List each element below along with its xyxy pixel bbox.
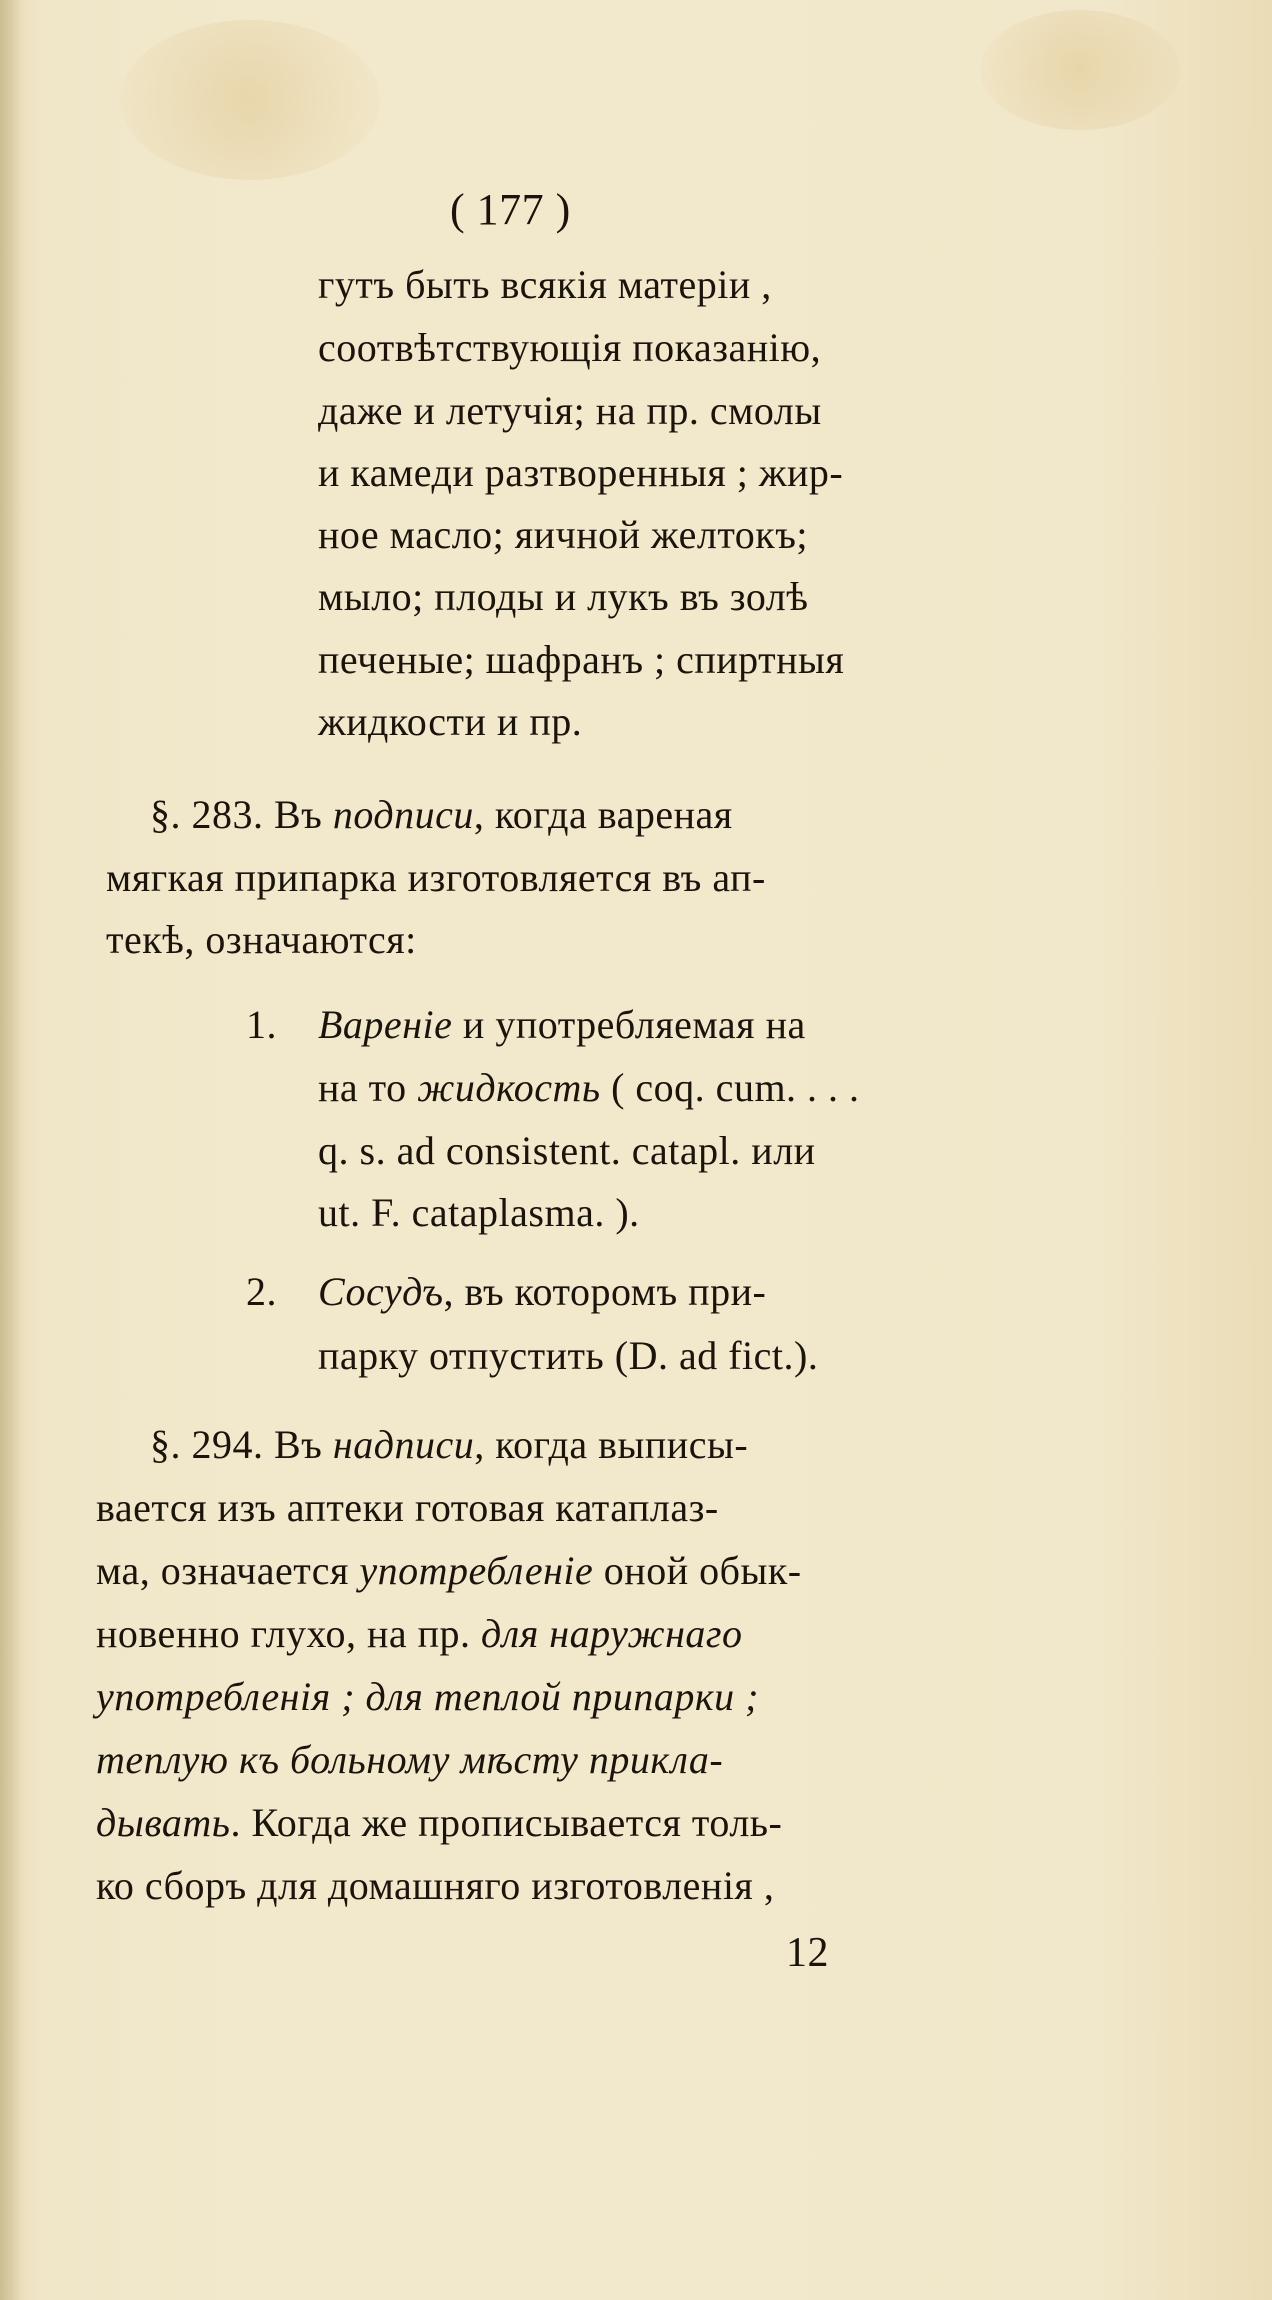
text-line: дывать. Когда же прописывается толь-: [96, 1800, 783, 1845]
section-283-line: §. 283. Въ подписи, когда вареная: [150, 792, 733, 837]
section-294-line: §. 294. Въ надписи, когда выписы-: [150, 1422, 749, 1467]
text-line: мягкая припарка изготовляется въ ап-: [106, 855, 766, 900]
text-line: текѣ, означаются:: [106, 917, 417, 962]
list-item-line: q. s. ad consistent. catapl. или: [318, 1128, 816, 1173]
text-line: и камеди разтворенныя ; жир-: [318, 450, 844, 495]
list-number: 2.: [246, 1269, 277, 1314]
text-line: ное масло; яичной желтокъ;: [318, 512, 809, 557]
text-line: употребленія ; для теплой припарки ;: [96, 1674, 759, 1719]
text-line: гутъ быть всякія матеріи ,: [318, 262, 772, 307]
text-line: печеные; шафранъ ; спиртныя: [318, 637, 845, 682]
text-line: ма, означается употребленіе оной обык-: [96, 1548, 802, 1593]
list-item-line: парку отпустить (D. ad fict.).: [318, 1333, 819, 1378]
list-item-line: Сосудъ, въ которомъ при-: [318, 1269, 767, 1314]
text-line: жидкости и пр.: [318, 699, 583, 744]
page-edge-shadow: [0, 0, 22, 2300]
list-item-line: Вареніе и употребляемая на: [318, 1002, 806, 1047]
text-line: теплую къ больному мѣсту прикла-: [96, 1737, 724, 1782]
text-line: новенно глухо, на пр. для наружнаго: [96, 1611, 743, 1656]
list-item-line: ut. F. cataplasma. ).: [318, 1190, 640, 1235]
text-line: вается изъ аптеки готовая катаплаз-: [96, 1485, 719, 1530]
text-line: мыло; плоды и лукъ въ золѣ: [318, 574, 809, 619]
text-line: соотвѣтствующія показанію,: [318, 325, 822, 370]
paper-stain: [980, 10, 1180, 130]
text-line: ко сборъ для домашняго изготовленія ,: [96, 1863, 775, 1908]
text-line: даже и летучія; на пр. смолы: [318, 388, 822, 433]
list-item-line: на то жидкость ( coq. cum. . . .: [318, 1065, 860, 1110]
page-number-header: ( 177 ): [450, 185, 571, 234]
paper-stain: [120, 20, 380, 180]
list-number: 1.: [246, 1002, 277, 1047]
signature-mark: 12: [786, 1930, 829, 1976]
